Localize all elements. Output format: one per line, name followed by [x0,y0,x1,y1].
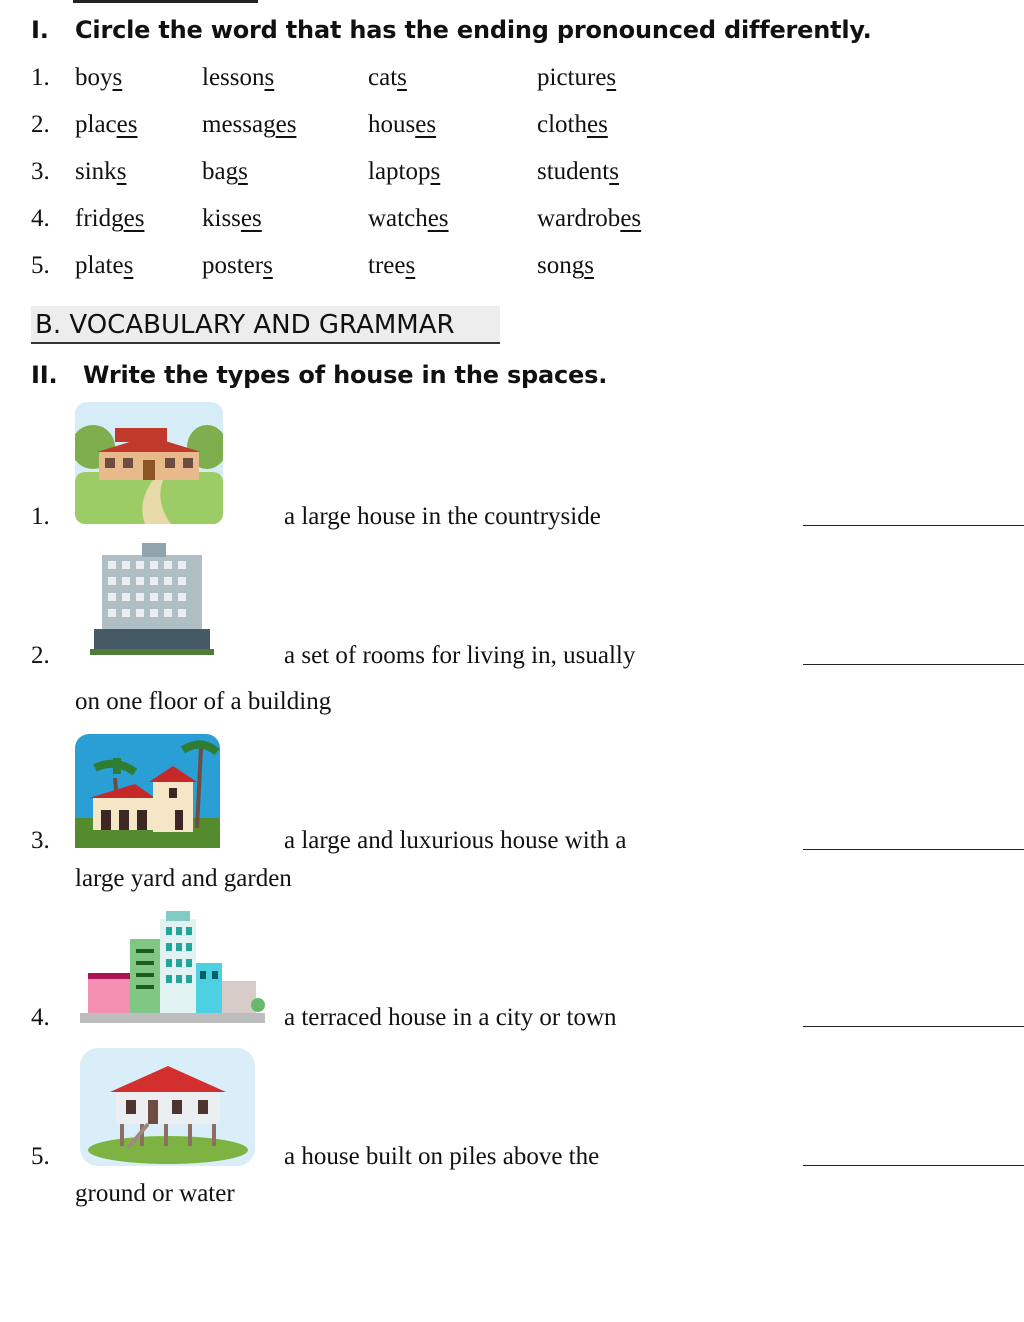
word-option[interactable] [202,111,296,139]
word-stem: tree [368,252,406,279]
word-ending-underlined: es [415,111,437,138]
apartment-building-picture [90,543,214,668]
item-2-description-continued: on one floor of a building [75,688,332,715]
word-row [0,158,1024,192]
item-5-description-continued: ground or water [75,1180,235,1207]
word-option[interactable] [75,111,137,139]
word-option[interactable] [368,111,436,139]
word-stem: boy [75,64,113,91]
item-5-number: 5. [31,1143,50,1170]
word-option[interactable] [202,158,248,186]
word-option[interactable] [368,205,449,233]
section-2-number: II. [31,361,58,389]
word-option[interactable] [368,64,407,92]
word-ending-underlined: s [397,64,407,91]
word-stem: lesson [202,64,265,91]
word-option[interactable] [75,158,126,186]
item-5-answer-blank[interactable] [803,1165,1024,1166]
word-stem: messag [202,111,276,138]
word-ending-underlined: s [123,252,134,279]
word-stem: cat [368,64,398,91]
item-2-description: a set of rooms for living in, usually [284,642,636,669]
word-stem: plate [75,252,124,279]
word-ending-underlined: s [609,158,619,185]
word-option[interactable] [202,64,274,92]
word-option[interactable] [537,64,616,92]
item-3-description-continued: large yard and garden [75,865,292,892]
section-1-instruction: Circle the word that has the ending pronounced differently. [75,16,872,44]
word-stem: poster [202,252,264,279]
row-number: 5. [31,252,50,279]
word-stem: hous [368,111,416,138]
word-stem: watch [368,205,428,232]
word-ending-underlined: es [587,111,608,138]
row-number: 1. [31,64,50,91]
section-b-title: B. VOCABULARY AND GRAMMAR [31,306,500,344]
item-3-number: 3. [31,827,50,854]
item-2-number: 2. [31,642,50,669]
apartment-building-icon [90,543,214,663]
section-2-heading [31,361,607,389]
word-ending-underlined: es [620,205,642,232]
row-number: 2. [31,111,50,138]
word-row [0,64,1024,98]
word-option[interactable] [537,158,619,186]
item-2-answer-blank[interactable] [803,664,1024,665]
section-1-number: I. [31,16,49,44]
word-stem: kiss [202,205,241,232]
word-row [0,205,1024,239]
item-3-answer-blank[interactable] [803,849,1024,850]
word-option[interactable] [368,158,440,186]
word-option[interactable] [202,205,262,233]
item-1-description: a large house in the countryside [284,503,601,530]
item-4-number: 4. [31,1004,50,1031]
word-option[interactable] [368,252,415,280]
word-row [0,252,1024,286]
word-stem: plac [75,111,117,138]
word-ending-underlined: s [263,252,273,279]
word-stem: song [537,252,585,279]
town-house-picture [80,905,265,1030]
top-rule [73,0,258,3]
row-number: 3. [31,158,50,185]
word-stem: wardrob [537,205,621,232]
word-stem: picture [537,64,607,91]
item-5-description: a house built on piles above the [284,1143,600,1170]
word-ending-underlined: s [238,158,248,185]
stilt-house-picture [80,1048,255,1171]
word-ending-underlined: s [116,158,127,185]
word-stem: fridg [75,205,124,232]
word-option[interactable] [75,64,122,92]
section-2-instruction: Write the types of house in the spaces. [83,361,608,389]
word-ending-underlined: s [264,64,275,91]
section-1-heading [31,16,872,44]
word-stem: student [537,158,610,185]
word-ending-underlined: es [116,111,138,138]
word-ending-underlined: es [427,205,449,232]
item-4-description: a terraced house in a city or town [284,1004,617,1031]
word-stem: sink [75,158,117,185]
word-option[interactable] [537,252,594,280]
word-ending-underlined: s [606,64,617,91]
word-option[interactable] [75,205,144,233]
item-3-description: a large and luxurious house with a [284,827,627,854]
word-option[interactable] [537,111,608,139]
row-number: 4. [31,205,50,232]
town-house-icon [80,905,265,1025]
word-ending-underlined: es [123,205,145,232]
word-ending-underlined: s [430,158,441,185]
item-4-answer-blank[interactable] [803,1026,1024,1027]
country-house-picture [75,402,223,529]
word-option[interactable] [537,205,641,233]
country-house-icon [75,402,223,524]
word-stem: laptop [368,158,431,185]
word-ending-underlined: s [584,252,594,279]
word-option[interactable] [202,252,273,280]
word-ending-underlined: s [405,252,416,279]
word-stem: cloth [537,111,587,138]
word-ending-underlined: s [112,64,123,91]
item-1-number: 1. [31,503,50,530]
stilt-house-icon [80,1048,255,1166]
word-ending-underlined: es [275,111,297,138]
villa-icon [75,728,220,848]
word-stem: bag [202,158,239,185]
word-row [0,111,1024,145]
villa-picture [75,728,220,853]
item-1-answer-blank[interactable] [803,525,1024,526]
word-option[interactable] [75,252,133,280]
word-ending-underlined: es [240,205,262,232]
